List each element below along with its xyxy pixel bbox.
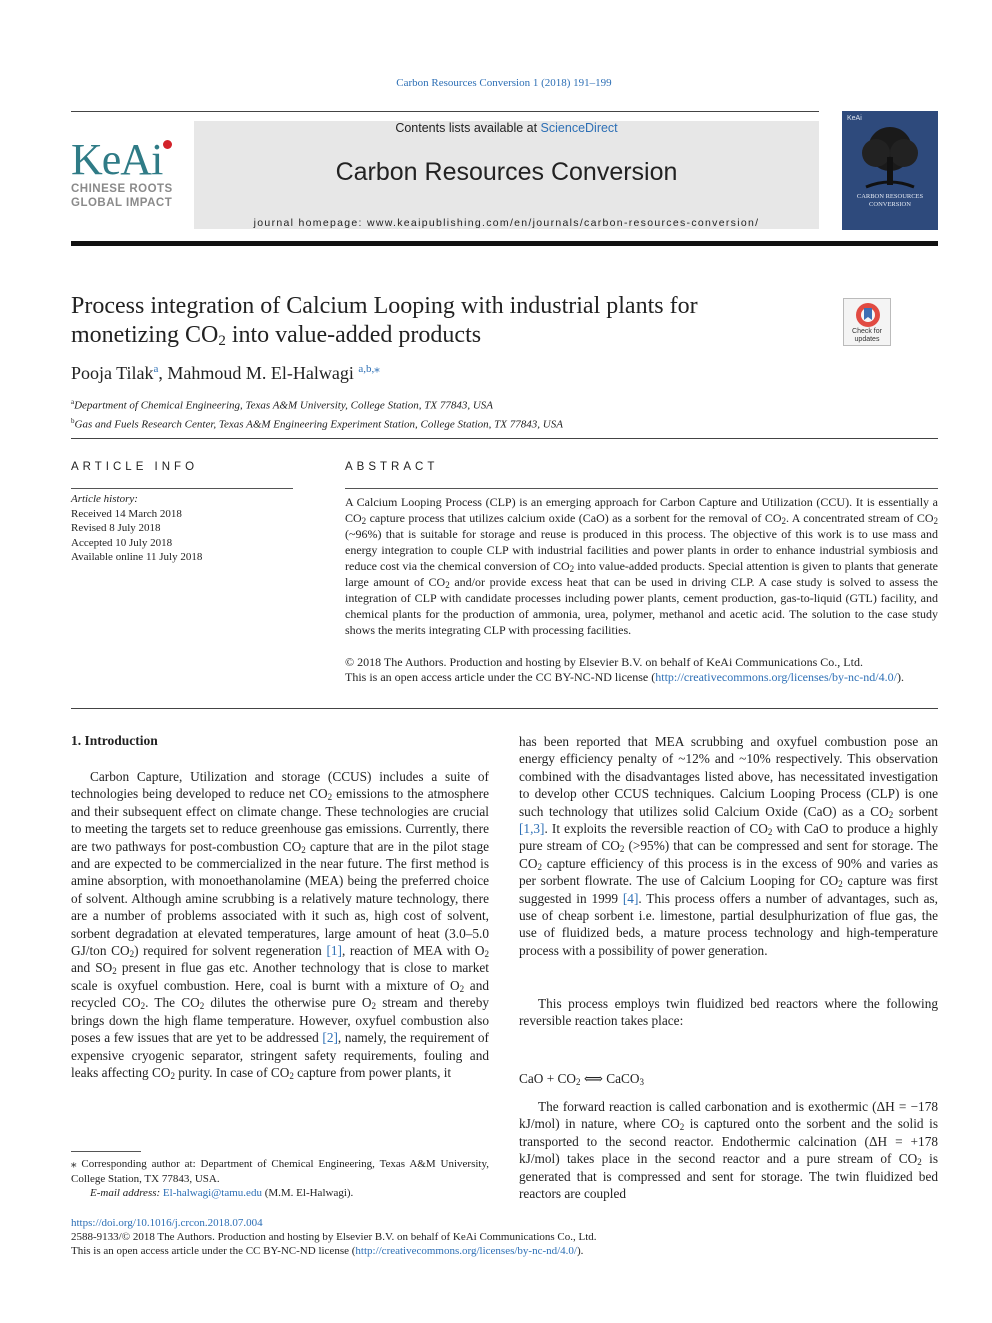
cover-title: CARBON RESOURCES CONVERSION bbox=[856, 193, 924, 208]
journal-banner bbox=[194, 121, 819, 229]
citation-ref[interactable]: [1] bbox=[326, 943, 342, 959]
author-name[interactable]: Mahmoud M. El-Halwagi bbox=[167, 363, 354, 383]
check-for-updates-button[interactable] bbox=[843, 298, 891, 346]
journal-citation[interactable]: Carbon Resources Conversion 1 (2018) 191–199 bbox=[396, 77, 612, 89]
section-divider bbox=[71, 708, 938, 709]
intro-paragraph-4: The forward reaction is called carbonation and is exothermic (ΔH = −178 kJ/mol) in nature, where $CO_2$ is captured onto the sorbent and the solid is transported to the second reactor. Endothermic calcination (ΔH = +178 kJ/mol) takes place in the second reactor and a pure stream of $CO_2$ is generated that is compressed and sent for storage. The twin fluidized bed reactors are coupled bbox=[519, 1099, 938, 1202]
affiliation-a: Department of Chemical Engineering, Texas A&M University, College Station, TX 77843, USA bbox=[74, 399, 493, 412]
abstract-divider bbox=[345, 488, 938, 489]
check-updates-label: Check for updates bbox=[852, 328, 882, 343]
reaction-equation: CaO + $CO_2$ ⟺ CaCO$_3$ bbox=[519, 1071, 644, 1087]
author-name[interactable]: Pooja Tilak bbox=[71, 363, 154, 383]
logo-dot-icon bbox=[163, 140, 172, 149]
email-line: E-mail address: El-halwagi@tamu.edu (M.M. El-Halwagi). bbox=[90, 1187, 354, 1199]
abstract-copyright: © 2018 The Authors. Production and hosting by Elsevier B.V. on behalf of KeAi Communications Co., Ltd. bbox=[345, 655, 863, 669]
intro-paragraph-2: has been reported that MEA scrubbing and oxyfuel combustion pose an energy efficiency penalty of ~12% and ~10% respectively. This observation combined with the disadvantages listed above, has necessitated investigation to develop other CCUS techniques. Calcium Looping Process (CLP) is one such technology that utilizes solid Calcium Oxide (CaO) as a $CO_2$ sorbent [1,3]. It exploits the reversible reaction of $CO_2$ with CaO to produce a highly pure stream of $CO_2$ (>95%) that can be compressed and sent for storage. The $CO_2$ capture efficiency of this process is in the excess of 90% and varies as per sorbent flowrate. The use of Calcium Looping for $CO_2$ capture was first suggested in 1999 [4]. This process offers a number of advantages, such as, use of cheap sorbent i.e. limestone, partial desulphurization of flue gas, the use of fluidized beds, a mature process technology and high-temperature process with a possibility of power generation. bbox=[519, 734, 939, 958]
section-divider bbox=[71, 438, 938, 439]
affiliations: $^a$Department of Chemical Engineering, Texas A&M University, College Station, TX 77843, USA $^b$Gas and Fuels Research Center, Texas A&M Engineering Experiment Station, College Station, TX 77843, USA bbox=[71, 398, 563, 431]
check-updates-icon bbox=[855, 302, 881, 328]
footer-license-link[interactable]: http://creativecommons.org/licenses/by-nc-nd/4.0/ bbox=[355, 1245, 577, 1257]
affiliation-b: Gas and Fuels Research Center, Texas A&M Engineering Experiment Station, College Station, TX 77843, USA bbox=[74, 418, 563, 431]
cover-brand: KeAi bbox=[847, 115, 862, 122]
abstract-body: A Calcium Looping Process (CLP) is an emerging approach for Carbon Capture and Utilization (CCU). It is essentially a $CO_2$ capture process that utilizes calcium oxide (CaO) as a sorbent for the removal of $CO_2$. A concentrated stream of $CO_2$ (~96%) that is suitable for storage and reuse is produced in this process. The objective of this work is to use mass and energy integration to couple CLP with industrial facilities and power plants in order to enhance industrial symbiosis and reduce cost via the chemical conversion of $CO_2$ into value-added products. Special attention is given to plants that generate large amount of $CO_2$ and/or provide excess heat that can be used in driving CLP. A case study is solved to assess the integration of CLP with candidate processes including power plants, cement production, gas-to-liquid (GTL) facility, and chemical plants for the production of ammonia, urea, polymer, methanol and acetic acid. The solution to the case study shows the merits integrating CLP with processing facilities. bbox=[345, 495, 939, 637]
author-affil-mark[interactable]: a bbox=[153, 363, 159, 375]
journal-cover-thumbnail[interactable] bbox=[842, 111, 938, 230]
article-history: Article history: Received 14 March 2018 Revised 8 July 2018 Accepted 10 July 2018 Available online 11 July 2018 bbox=[71, 493, 203, 563]
article-info-divider bbox=[71, 488, 293, 489]
citation-ref[interactable]: [4] bbox=[622, 890, 639, 906]
author-email-link[interactable]: El-halwagi@tamu.edu bbox=[162, 1187, 262, 1199]
article-title: Process integration of Calcium Looping with industrial plants for monetizing $CO_2$ into value-added products bbox=[71, 293, 698, 349]
logo-tagline-2: GLOBAL IMPACT bbox=[71, 197, 173, 209]
corresponding-author-note: ⁎ Corresponding author at: Department of Chemical Engineering, Texas A&M University, College Station, TX 77843, USA. bbox=[71, 1158, 489, 1185]
open-access-footer: This is an open access article under the CC BY-NC-ND license (http://creativecommons.org/licenses/by-nc-nd/4.0/). bbox=[71, 1245, 584, 1257]
logo-wordmark: KeAi bbox=[71, 138, 183, 182]
tree-icon bbox=[846, 123, 934, 191]
article-info-heading: ARTICLE INFO bbox=[71, 461, 199, 473]
section-heading-introduction: 1. Introduction bbox=[71, 733, 158, 748]
issn-copyright: 2588-9133/© 2018 The Authors. Production and hosting by Elsevier B.V. on behalf of KeAi Communications Co., Ltd. bbox=[71, 1231, 597, 1243]
intro-paragraph-3: This process employs twin fluidized bed reactors where the following reversible reaction takes place: bbox=[519, 996, 938, 1029]
citation-ref[interactable]: [2] bbox=[322, 1030, 338, 1046]
citation-ref[interactable]: [1,3] bbox=[519, 821, 545, 837]
logo-tagline-1: CHINESE ROOTS bbox=[71, 183, 173, 195]
footnote-divider bbox=[71, 1151, 141, 1152]
intro-paragraph-1: Carbon Capture, Utilization and storage (CCUS) includes a suite of technologies being developed to reduce net $CO_2$ emissions to the atmosphere and their subsequent effect on climate change. These technologies are crucial to meeting the targets set to reduce greenhouse gas emissions. Currently, there are two pathways for post-combustion $CO_2$ capture that are in the pilot stage and are expected to be commercialized in the near future. The first method is amine absorption, with monoethanolamine (MEA) being the preferred choice of solvent. Although amine scrubbing is a relatively mature technology, there are a number of problems associated with it such as, high cost of solvent, sorbent degradation at elevated temperatures, large amount of heat (3.0–5.0 GJ/ton $CO_2$) required for solvent regeneration [1], reaction of MEA with $O_2$ and $SO_2$ present in flue gas etc. Another technology that is close to market scale is oxyfuel combustion. Here, coal is burnt with a mixture of $O_2$ and recycled $CO_2$. The $CO_2$ dilutes the otherwise pure $O_2$ stream and thereby brings down the high flame temperature. However, oxyfuel combustion also poses a few issues that are yet to be addressed [2], namely, the requirement of expensive cryogenic separator, stringent safety requirements, fouling and leaks affecting $CO_2$ purity. In case of $CO_2$ capture from power plants, it bbox=[71, 769, 490, 1081]
journal-title: Carbon Resources Conversion bbox=[335, 158, 678, 186]
journal-homepage[interactable]: journal homepage: www.keaipublishing.com/en/journals/carbon-resources-conversion/ bbox=[253, 217, 760, 229]
doi-link[interactable]: https://doi.org/10.1016/j.crcon.2018.07.004 bbox=[71, 1217, 263, 1229]
contents-availability: Contents lists available at ScienceDirect bbox=[395, 121, 618, 135]
author-list: Pooja Tilak$^a$, Mahmoud M. El-Halwagi $^{a,b,⁎}$ bbox=[71, 363, 380, 383]
header-divider bbox=[71, 111, 819, 112]
header-thick-divider bbox=[71, 241, 938, 246]
keai-logo[interactable] bbox=[71, 135, 183, 210]
author-affil-mark[interactable]: a,b,⁎ bbox=[358, 363, 380, 375]
abstract-license: This is an open access article under the CC BY-NC-ND license (http://creativecommons.org/licenses/by-nc-nd/4.0/). bbox=[345, 670, 904, 684]
license-link[interactable]: http://creativecommons.org/licenses/by-nc-nd/4.0/ bbox=[655, 670, 897, 684]
abstract-heading: ABSTRACT bbox=[345, 461, 439, 473]
sciencedirect-link[interactable]: ScienceDirect bbox=[540, 121, 618, 135]
